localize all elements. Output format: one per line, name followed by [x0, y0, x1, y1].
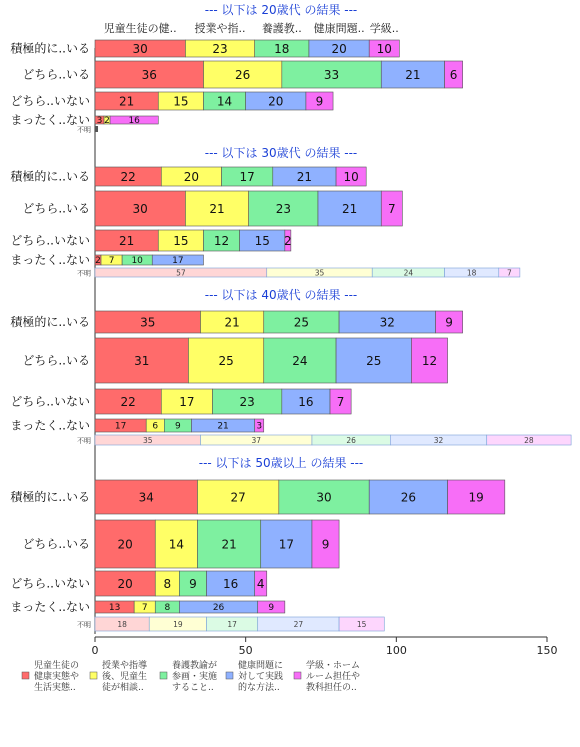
bar-value-label: 20 [183, 169, 200, 184]
unknown-value-label: 17 [227, 620, 237, 629]
bar-value-label: 25 [366, 353, 382, 368]
legend-label: 養護教諭が [172, 661, 218, 671]
row-label: どちら..いる [22, 67, 90, 82]
bar-value-label: 21 [118, 94, 135, 109]
unknown-value-label: 18 [117, 620, 127, 629]
bar-value-label: 25 [293, 315, 310, 330]
row-label: まったく..ない [10, 253, 90, 267]
bar-value-label: 13 [108, 603, 121, 614]
bar-value-label: 12 [421, 353, 438, 368]
bar-value-label: 10 [376, 41, 392, 56]
bar-value-label: 18 [274, 41, 290, 56]
unknown-value-label: 18 [466, 268, 477, 278]
bar-value-label: 9 [189, 576, 197, 591]
unknown-value-label: 28 [524, 436, 534, 445]
bar-value-label: 16 [128, 116, 140, 127]
bar-value-label: 23 [239, 394, 255, 409]
series-header-label: 授業や指.. [194, 22, 246, 35]
bar-value-label: 8 [163, 576, 172, 591]
bar-value-label: 6 [152, 421, 159, 432]
legend-label: 学級・ホーム [306, 661, 361, 671]
legend-label: 教科担任の.. [306, 683, 357, 693]
x-tick-label: 100 [385, 644, 407, 657]
panel-title-2: --- 以下は 30歳代 の結果 --- [204, 146, 358, 160]
bar-value-label: 3 [256, 421, 263, 432]
row-label: 積極的に..いる [10, 169, 90, 184]
bar-value-label: 23 [212, 41, 228, 56]
row-label: 積極的に..いる [10, 490, 90, 504]
legend-label: 徒が相談.. [102, 683, 144, 693]
legend-swatch [90, 672, 97, 679]
panel-title-3: --- 以下は 40歳代 の結果 --- [204, 288, 358, 302]
legend-label: 参画・実施 [172, 672, 218, 682]
unknown-row-label: 不明 [77, 621, 91, 629]
row-label: まったく..ない [10, 113, 90, 127]
bar-value-label: 21 [209, 201, 225, 216]
bar-value-label: 15 [173, 94, 189, 109]
bar-value-label: 2 [95, 256, 101, 267]
bar-value-label: 30 [316, 490, 332, 505]
bar-value-label: 34 [138, 490, 154, 505]
unknown-segment [95, 126, 98, 132]
row-label: どちら..いない [10, 94, 90, 108]
series-header-label: 児童生徒の健.. [103, 22, 177, 35]
bar-value-label: 10 [343, 169, 359, 184]
unknown-value-label: 19 [173, 620, 183, 629]
bar-value-label: 26 [235, 67, 251, 82]
legend-label: 生活実態.. [34, 683, 76, 693]
bar-value-label: 27 [230, 490, 246, 505]
unknown-value-label: 35 [314, 268, 325, 278]
bar-value-label: 20 [268, 94, 284, 109]
bar-value-label: 12 [213, 233, 230, 248]
series-header-label: 健康問題.. [313, 22, 365, 35]
bar-value-label: 25 [218, 353, 234, 368]
bar-value-label: 21 [405, 67, 421, 82]
legend-label: 授業や指導 [102, 661, 148, 671]
unknown-value-label: 24 [403, 268, 414, 278]
bar-value-label: 30 [132, 201, 148, 216]
unknown-value-label: 26 [346, 436, 356, 445]
panel-title-1: --- 以下は 20歳代 の結果 --- [204, 3, 358, 17]
bar-value-label: 14 [216, 94, 233, 109]
bar-value-label: 9 [315, 94, 324, 109]
bar-value-label: 9 [445, 315, 453, 330]
bar-value-label: 2 [104, 116, 110, 127]
row-label: まったく..ない [10, 418, 90, 433]
bar-value-label: 16 [222, 576, 239, 591]
bar-value-label: 7 [387, 201, 396, 216]
legend-label: 後、児童生 [102, 672, 148, 682]
legend-label: 児童生徒の [34, 661, 80, 671]
bar-value-label: 26 [212, 603, 225, 614]
unknown-value-label: 7 [506, 268, 512, 278]
legend-label: 的な方法.. [238, 683, 280, 693]
bar-value-label: 10 [131, 256, 143, 267]
row-label: どちら..いる [22, 537, 90, 551]
panel-title-4: --- 以下は 50歳以上 の結果 --- [198, 456, 364, 470]
unknown-value-label: 35 [142, 436, 153, 445]
bar-value-label: 21 [221, 537, 237, 552]
series-header-label: 学級.. [369, 22, 399, 35]
legend-swatch [226, 672, 233, 679]
bar-value-label: 20 [331, 41, 347, 56]
legend-swatch [294, 672, 301, 679]
bar-value-label: 30 [132, 41, 148, 56]
row-label: 積極的に..いる [10, 41, 90, 56]
unknown-value-label: 15 [356, 620, 367, 629]
bar-value-label: 4 [256, 576, 265, 591]
bar-value-label: 21 [217, 421, 229, 432]
bar-value-label: 2 [284, 233, 292, 248]
bar-value-label: 33 [323, 67, 340, 82]
bar-value-label: 15 [254, 233, 270, 248]
unknown-value-label: 37 [251, 436, 261, 445]
bar-value-label: 7 [108, 256, 115, 267]
row-label: どちら..いない [10, 576, 90, 591]
bar-value-label: 35 [140, 315, 156, 330]
bar-value-label: 8 [164, 603, 171, 614]
bar-value-label: 19 [468, 490, 484, 505]
bar-value-label: 24 [292, 353, 308, 368]
bar-value-label: 17 [278, 537, 294, 552]
bar-value-label: 32 [379, 315, 395, 330]
bar-value-label: 17 [114, 421, 127, 432]
bar-value-label: 7 [141, 603, 148, 614]
unknown-row-label: 不明 [77, 269, 91, 278]
legend-label: ルーム担任や [306, 672, 361, 682]
x-tick-label: 0 [91, 644, 99, 657]
bar-value-label: 9 [268, 603, 275, 614]
bar-value-label: 21 [341, 201, 358, 216]
row-label: どちら..いない [10, 233, 90, 248]
bar-value-label: 7 [336, 394, 345, 409]
x-tick-label: 150 [536, 644, 558, 657]
bar-value-label: 21 [224, 315, 240, 330]
bar-value-label: 21 [296, 169, 313, 184]
unknown-value-label: 32 [433, 436, 444, 445]
bar-value-label: 17 [172, 256, 184, 267]
unknown-row-label: 不明 [77, 126, 91, 134]
bar-value-label: 20 [117, 576, 133, 591]
unknown-value-label: 57 [176, 268, 186, 278]
legend-swatch [160, 672, 167, 679]
bar-value-label: 16 [298, 394, 314, 409]
row-label: まったく..ない [10, 600, 90, 614]
bar-value-label: 26 [400, 490, 417, 505]
bar-value-label: 22 [120, 169, 136, 184]
x-tick-label: 50 [238, 644, 253, 657]
series-header-label: 養護教.. [261, 22, 302, 35]
bar-value-label: 15 [173, 233, 189, 248]
row-label: どちら..いる [22, 201, 90, 216]
unknown-row-label: 不明 [77, 437, 91, 445]
bar-value-label: 9 [321, 537, 330, 552]
bar-value-label: 17 [179, 394, 195, 409]
bar-value-label: 22 [120, 394, 136, 409]
bar-value-label: 20 [117, 537, 133, 552]
unknown-value-label: 27 [293, 620, 304, 629]
legend-label: すること.. [172, 683, 214, 693]
bar-value-label: 3 [96, 116, 103, 127]
row-label: どちら..いない [10, 394, 90, 409]
row-label: 積極的に..いる [10, 315, 90, 329]
bar-value-label: 6 [449, 67, 458, 82]
bar-value-label: 14 [168, 537, 185, 552]
bar-value-label: 17 [239, 169, 255, 184]
bar-value-label: 21 [118, 233, 135, 248]
bar-value-label: 36 [141, 67, 157, 82]
legend-label: 健康実態や [34, 672, 80, 682]
legend-label: 対して実践 [238, 672, 284, 682]
row-label: どちら..いる [22, 353, 90, 368]
legend-label: 健康問題に [238, 661, 284, 671]
legend-swatch [22, 672, 29, 679]
bar-value-label: 9 [174, 421, 181, 432]
bar-value-label: 23 [275, 201, 291, 216]
bar-value-label: 31 [134, 353, 150, 368]
